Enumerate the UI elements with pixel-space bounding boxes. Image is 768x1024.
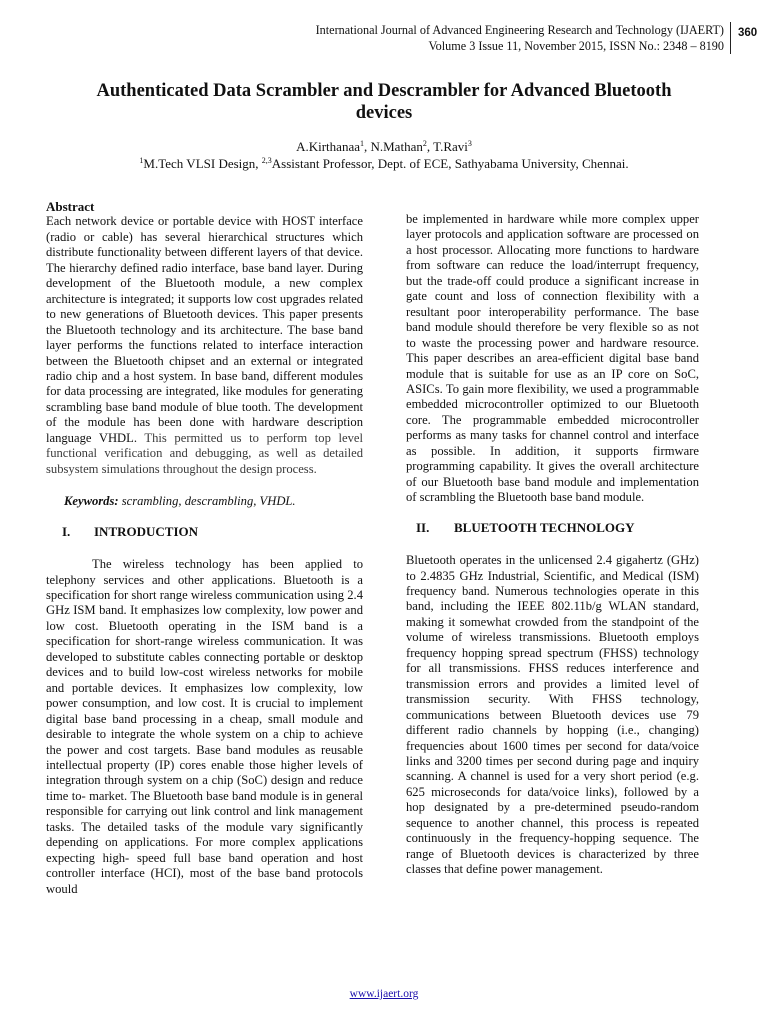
keywords: Keywords: scrambling, descrambling, VHDL. bbox=[64, 494, 296, 509]
affiliation-1: M.Tech VLSI Design, bbox=[143, 156, 262, 171]
page-number: 360 bbox=[738, 27, 758, 39]
affiliation-2: Assistant Professor, Dept. of ECE, Sathyabama University, Chennai. bbox=[271, 156, 629, 171]
author-3: , T.Ravi bbox=[426, 139, 468, 154]
abstract-heading: Abstract bbox=[46, 199, 95, 214]
header-divider bbox=[730, 22, 731, 54]
right-column bbox=[406, 212, 699, 878]
author-list: A.Kirthanaa$^1$, N.Mathan$^2$, T.Ravi$^3$ bbox=[296, 139, 472, 154]
paper-title: Authenticated Data Scrambler and Descrambler for Advanced Bluetooth devices bbox=[96, 81, 672, 123]
author-2: , N.Mathan bbox=[363, 139, 423, 154]
introduction-continued: be implemented in hardware while more complex upper layer protocols and application software are processed on a host processor. Allocating more functions to hardware from software can reduce the load/interrupt frequency, but the trade-off could produce a significant increase in gate count and loss of connection flexibility with a resultant poor interoperability performance. The base band module should therefore be very flexible so as not to waste the processing power and hardware resource. This paper describes an area-efficient digital base band module that is suitable for use as an IP core on SoC, ASICs. To gain more flexibility, we used a programmable embedded microcontroller optimized to our Bluetooth core. The programmable embedded microcontroller performs as many tasks for channel control and interface as possible. In addition, it supports firmware programming capability. It gives the overall architecture of our Bluetooth base band module and implementation of scrambling the Bluetooth base band module. bbox=[406, 212, 699, 505]
author-1: A.Kirthanaa bbox=[296, 139, 360, 154]
section-heading-introduction: I. INTRODUCTION bbox=[62, 523, 199, 539]
journal-issue: Volume 3 Issue 11, November 2015, ISSN No.: 2348 – 8190 bbox=[428, 39, 724, 53]
section-heading-bluetooth: II. BLUETOOTH TECHNOLOGY bbox=[416, 519, 635, 535]
footer-link[interactable]: www.ijaert.org bbox=[349, 988, 419, 1000]
abstract-text: Each network device or portable device with HOST interface (radio or cable) has several hierarchical structures which distribute functionality between different layers of that device. The hierarchy defined radio interface, base band layer. During development of the Bluetooth module, a new complex architecture is integrated; it supports low cost upgrades related to new generations of Bluetooth devices. This paper presents the Bluetooth technology and its architecture. The base band layer performs the functions related to interface interaction between the Bluetooth chipset and an external or integrated radio chip and a host system. In base band, different modules for data processing are integrated, like modules for generating scrambling base band module of blue tooth. The development of the module has been done with hardware description language VHDL. This permitted us to perform top level functional verification and debugging, as well as detailed subsystem simulations throughout the design process. bbox=[46, 214, 363, 476]
affiliations: $^1$M.Tech VLSI Design, $^{2,3}$Assistant Professor, Dept. of ECE, Sathyabama University, Chennai. bbox=[139, 156, 629, 171]
bluetooth-text: Bluetooth operates in the unlicensed 2.4 gigahertz (GHz) to 2.4835 GHz Industrial, Scientific, and Medical (ISM) frequency band. Numerous technologies operate in this band, including the IEEE 802.11b/g WLAN standard, making it somewhat crowded from the standpoint of the volume of wireless transmissions. Bluetooth employs frequency hopping spread spectrum (FHSS) technology for all transmissions. FHSS reduces interference and transmission errors and provides a limited level of transmission security. With FHSS technology, communications between Bluetooth devices use 79 different radio channels by hopping (i.e., changing) frequencies about 1600 times per second for data/voice links and 3200 times per second during page and inquiry scanning. A channel is used for a very short period (e.g. 625 microseconds for data/voice links), followed by a hop designated by a pre-determined pseudo-random sequence to another channel, this process is repeated continuously in the frequency-hopping sequence. The range of Bluetooth devices is characterized by three classes that define power management. bbox=[406, 553, 699, 877]
left-column bbox=[46, 199, 363, 897]
journal-name: International Journal of Advanced Engineering Research and Technology (IJAERT) bbox=[315, 23, 724, 37]
introduction-text: The wireless technology has been applied to telephony services and other applications. Bluetooth is a specification for short range wireless communication using 2.4 GHz ISM band. It emphasizes low complexity, low power and low cost. Bluetooth operating in the ISM band is a specification for short-range wireless communication. It was developed to substitute cables connecting portable or desktop devices and to build low-cost wireless networks for mobile and portable devices. It emphasizes low complexity, low power consumption, and low cost. It is crucial to implement digital base band processing in a cheap, small module and desirable to integrate the whole system on a chip to achieve the power and cost targets. Base band modules as reusable intellectual property (IP) cores enable those higher levels of integration through system on a chip (SoC) design and reduce time to- market. The Bluetooth base band module is in general responsible for carrying out link control and link management tasks. The detailed tasks of the module vary significantly depending on applications. For more complex applications expecting high- speed full base band operation and host controller interface (HCI), most of the base band protocols would bbox=[46, 557, 363, 896]
footer bbox=[0, 988, 768, 1000]
journal-header bbox=[150, 22, 724, 54]
